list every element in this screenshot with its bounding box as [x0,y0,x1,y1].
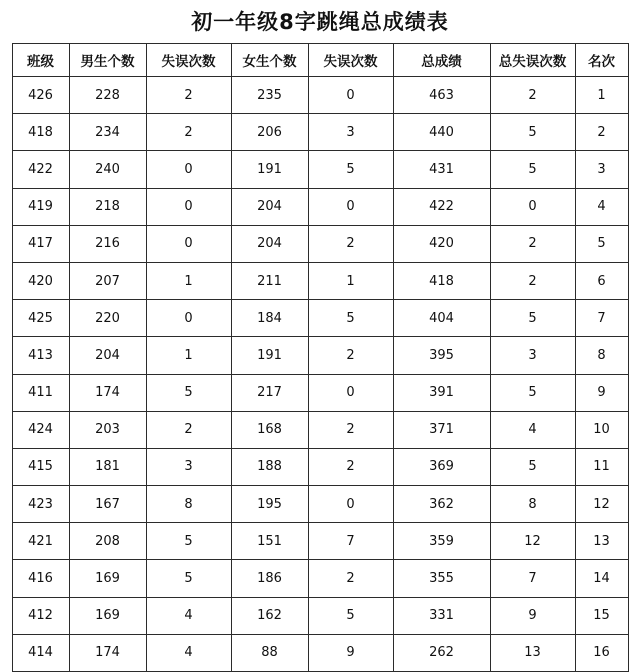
cell-class: 412 [12,597,69,634]
cell-total-score: 369 [393,448,490,485]
table-row [12,486,628,523]
cell-rank: 3 [575,151,628,188]
cell-girls-faults: 5 [308,151,393,188]
cell-girls-count: 184 [231,300,308,337]
score-table [12,43,629,672]
cell-rank: 13 [575,523,628,560]
cell-total-score: 418 [393,262,490,299]
cell-girls-faults: 2 [308,225,393,262]
cell-girls-faults: 2 [308,337,393,374]
cell-total-score: 420 [393,225,490,262]
table-row [12,114,628,151]
table-row [12,448,628,485]
table-row [12,262,628,299]
cell-class: 423 [12,486,69,523]
cell-total-faults: 3 [490,337,575,374]
table-row [12,337,628,374]
cell-class: 416 [12,560,69,597]
cell-girls-faults: 2 [308,411,393,448]
cell-boys-faults: 4 [146,597,231,634]
cell-total-faults: 0 [490,188,575,225]
column-header-girls-faults: 失误次数 [308,44,393,77]
cell-girls-faults: 5 [308,300,393,337]
table-row [12,188,628,225]
cell-total-score: 463 [393,77,490,114]
cell-boys-count: 234 [69,114,146,151]
cell-boys-count: 169 [69,597,146,634]
cell-class: 411 [12,374,69,411]
cell-girls-count: 211 [231,262,308,299]
table-row [12,597,628,634]
cell-total-faults: 5 [490,448,575,485]
cell-rank: 4 [575,188,628,225]
cell-boys-faults: 0 [146,151,231,188]
cell-boys-count: 169 [69,560,146,597]
cell-class: 419 [12,188,69,225]
cell-boys-faults: 0 [146,225,231,262]
cell-total-faults: 5 [490,114,575,151]
cell-rank: 2 [575,114,628,151]
cell-boys-faults: 5 [146,560,231,597]
cell-boys-count: 220 [69,300,146,337]
cell-total-faults: 2 [490,262,575,299]
cell-girls-faults: 7 [308,523,393,560]
cell-rank: 11 [575,448,628,485]
column-header-boys-count: 男生个数 [69,44,146,77]
cell-girls-count: 235 [231,77,308,114]
cell-girls-count: 204 [231,188,308,225]
table-row [12,77,628,114]
cell-total-score: 355 [393,560,490,597]
cell-total-score: 362 [393,486,490,523]
page-title: 初一年级8字跳绳总成绩表 [191,10,449,34]
cell-class: 420 [12,262,69,299]
cell-total-score: 262 [393,634,490,671]
cell-girls-faults: 2 [308,448,393,485]
cell-boys-faults: 2 [146,114,231,151]
cell-girls-faults: 9 [308,634,393,671]
cell-boys-faults: 1 [146,337,231,374]
cell-total-score: 431 [393,151,490,188]
cell-total-score: 371 [393,411,490,448]
cell-boys-count: 203 [69,411,146,448]
column-header-total-faults: 总失误次数 [490,44,575,77]
table-body [12,77,628,672]
cell-girls-faults: 0 [308,374,393,411]
cell-boys-faults: 8 [146,486,231,523]
cell-girls-count: 151 [231,523,308,560]
cell-boys-count: 204 [69,337,146,374]
cell-total-faults: 5 [490,300,575,337]
cell-total-faults: 8 [490,486,575,523]
cell-class: 421 [12,523,69,560]
cell-girls-faults: 5 [308,597,393,634]
cell-boys-count: 174 [69,374,146,411]
cell-class: 424 [12,411,69,448]
table-row [12,374,628,411]
table-row [12,411,628,448]
cell-class: 414 [12,634,69,671]
cell-total-faults: 4 [490,411,575,448]
cell-total-score: 391 [393,374,490,411]
cell-rank: 14 [575,560,628,597]
cell-class: 426 [12,77,69,114]
cell-rank: 7 [575,300,628,337]
cell-class: 413 [12,337,69,374]
cell-class: 418 [12,114,69,151]
cell-boys-faults: 4 [146,634,231,671]
cell-class: 417 [12,225,69,262]
table-row [12,300,628,337]
cell-girls-faults: 3 [308,114,393,151]
cell-girls-count: 217 [231,374,308,411]
cell-total-score: 422 [393,188,490,225]
cell-rank: 15 [575,597,628,634]
cell-girls-count: 204 [231,225,308,262]
cell-boys-faults: 0 [146,188,231,225]
column-header-class: 班级 [12,44,69,77]
table-row [12,151,628,188]
cell-total-faults: 7 [490,560,575,597]
cell-total-faults: 5 [490,374,575,411]
cell-total-faults: 5 [490,151,575,188]
table-header [12,44,628,77]
column-header-total-score: 总成绩 [393,44,490,77]
table-row [12,225,628,262]
table-row [12,560,628,597]
cell-girls-count: 188 [231,448,308,485]
table-row [12,523,628,560]
cell-girls-count: 191 [231,337,308,374]
cell-rank: 1 [575,77,628,114]
cell-class: 425 [12,300,69,337]
cell-boys-faults: 1 [146,262,231,299]
cell-total-score: 395 [393,337,490,374]
cell-total-score: 440 [393,114,490,151]
cell-girls-faults: 0 [308,77,393,114]
column-header-boys-faults: 失误次数 [146,44,231,77]
cell-boys-faults: 5 [146,523,231,560]
cell-total-faults: 2 [490,225,575,262]
cell-boys-faults: 2 [146,411,231,448]
cell-rank: 9 [575,374,628,411]
cell-girls-count: 195 [231,486,308,523]
cell-boys-count: 167 [69,486,146,523]
cell-boys-count: 228 [69,77,146,114]
cell-girls-count: 162 [231,597,308,634]
cell-boys-count: 218 [69,188,146,225]
cell-girls-count: 186 [231,560,308,597]
cell-boys-count: 240 [69,151,146,188]
cell-rank: 6 [575,262,628,299]
cell-total-faults: 2 [490,77,575,114]
cell-rank: 16 [575,634,628,671]
cell-girls-count: 88 [231,634,308,671]
cell-rank: 12 [575,486,628,523]
cell-boys-faults: 5 [146,374,231,411]
cell-boys-count: 174 [69,634,146,671]
cell-girls-faults: 0 [308,188,393,225]
cell-class: 415 [12,448,69,485]
cell-girls-faults: 0 [308,486,393,523]
cell-boys-faults: 2 [146,77,231,114]
table-header-row [12,44,628,77]
table-row [12,634,628,671]
cell-total-score: 331 [393,597,490,634]
cell-total-faults: 12 [490,523,575,560]
cell-boys-count: 207 [69,262,146,299]
cell-boys-count: 216 [69,225,146,262]
cell-total-score: 359 [393,523,490,560]
cell-boys-faults: 3 [146,448,231,485]
cell-total-score: 404 [393,300,490,337]
cell-girls-count: 206 [231,114,308,151]
column-header-rank: 名次 [575,44,628,77]
cell-rank: 10 [575,411,628,448]
cell-total-faults: 9 [490,597,575,634]
cell-boys-count: 181 [69,448,146,485]
column-header-girls-count: 女生个数 [231,44,308,77]
cell-class: 422 [12,151,69,188]
cell-total-faults: 13 [490,634,575,671]
cell-rank: 8 [575,337,628,374]
cell-boys-faults: 0 [146,300,231,337]
cell-girls-count: 191 [231,151,308,188]
cell-boys-count: 208 [69,523,146,560]
cell-rank: 5 [575,225,628,262]
cell-girls-faults: 1 [308,262,393,299]
cell-girls-faults: 2 [308,560,393,597]
cell-girls-count: 168 [231,411,308,448]
